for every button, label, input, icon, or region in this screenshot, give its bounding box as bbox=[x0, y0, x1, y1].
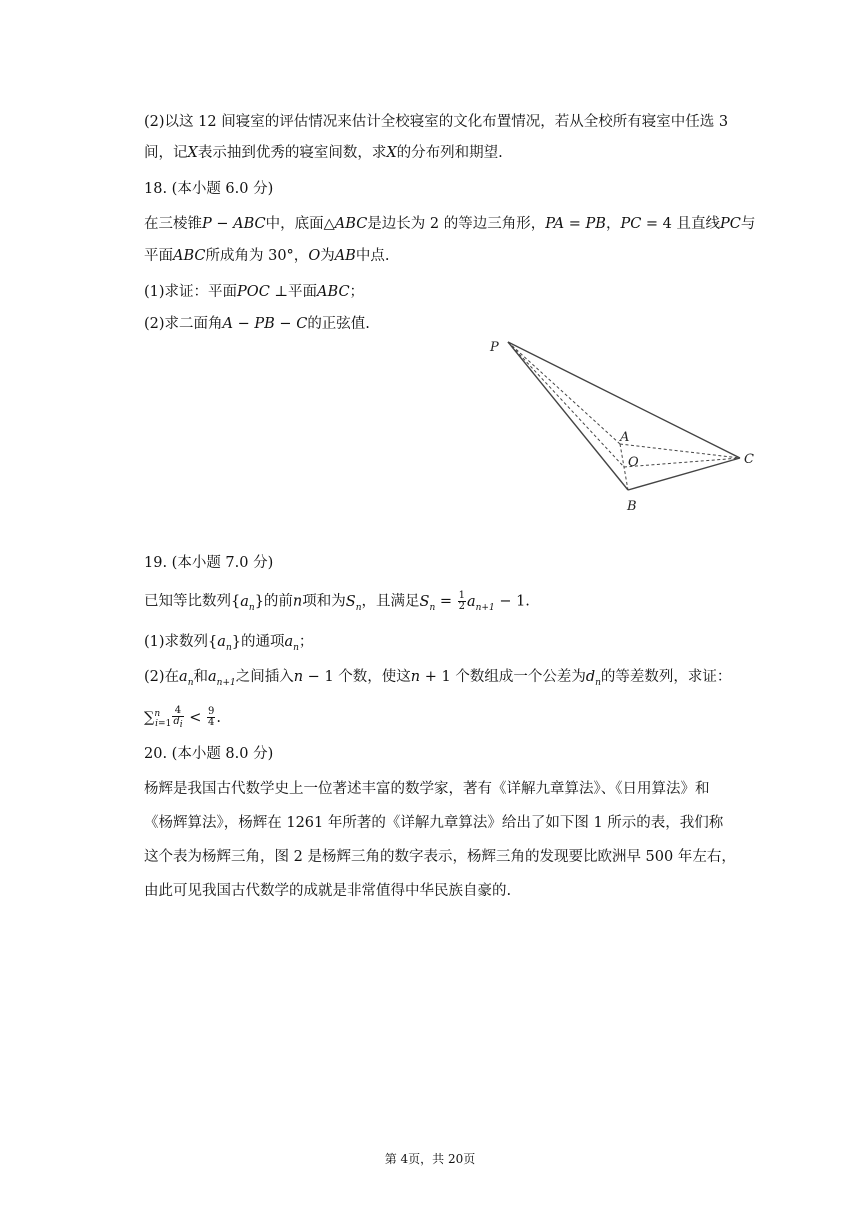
q20-line3: 这个表为杨辉三角，图 2 是杨辉三角的数字表示，杨辉三角的发现要比欧洲早 500 年左右， bbox=[144, 849, 736, 865]
page-footer: 第 4页，共 20页 bbox=[384, 1152, 476, 1166]
q18-part1: (1)求证：平面POC ⊥平面ABC； bbox=[144, 284, 365, 300]
edge-pa bbox=[508, 342, 620, 444]
pyramid-figure bbox=[480, 330, 770, 520]
label-c: C bbox=[744, 452, 754, 467]
edge-pb bbox=[508, 342, 628, 490]
q17-part2-line2: 间，记X表示抽到优秀的寝室间数，求X的分布列和期望. bbox=[144, 145, 503, 161]
label-p: P bbox=[490, 340, 499, 355]
q19-line1: 已知等比数列$\{a_n\}$的前n项和为$S_n$，且满足$S_n$ = $\frac{1}{2}$ $a_{n+1} - 1$. bbox=[144, 590, 530, 613]
q18-line1: 在三棱锥P − ABC中，底面△ABC是边长为 2 的等边三角形，PA = PB，PC = 4 且直线PC与 bbox=[144, 216, 756, 232]
label-o: O bbox=[628, 455, 639, 470]
q19-part1: (1)求数列$\{a_n\}$的通项$a_n$； bbox=[144, 634, 314, 653]
q17-part2-line1: (2)以这 12 间寝室的评估情况来估计全校寝室的文化布置情况，若从全校所有寝室中任选 3 bbox=[144, 114, 729, 130]
q18-part2: (2)求二面角A − PB − C的正弦值. bbox=[144, 316, 370, 332]
q19-part2: (2)在$a_n$和$a_{n+1}$之间插入n − 1 个数，使这n + 1 个数组成一个公差为$d_n$的等差数列，求证： bbox=[144, 669, 732, 688]
edge-bc bbox=[628, 458, 740, 490]
label-a: A bbox=[620, 430, 630, 445]
q20-line2: 《杨辉算法》，杨辉在 1261 年所著的《详解九章算法》给出了如下图 1 所示的表，我们称 bbox=[144, 815, 724, 831]
label-b: B bbox=[627, 499, 637, 514]
edge-po bbox=[508, 342, 624, 467]
q20-header: 20. (本小题 8.0 分) bbox=[144, 746, 274, 762]
q18-header: 18. (本小题 6.0 分) bbox=[144, 181, 274, 197]
q19-inequality: ∑$^n_{i=1}$ $\frac{4}{d_i}$ < $\frac{9}{4}$ . bbox=[144, 704, 221, 730]
q18-line2: 平面ABC所成角为 30°，O为AB中点. bbox=[144, 248, 390, 264]
q20-line4: 由此可见我国古代数学的成就是非常值得中华民族自豪的. bbox=[144, 883, 512, 899]
q19-header: 19. (本小题 7.0 分) bbox=[144, 555, 274, 571]
q20-line1: 杨辉是我国古代数学史上一位著述丰富的数学家，著有《详解九章算法》、《日用算法》和 bbox=[144, 781, 710, 797]
